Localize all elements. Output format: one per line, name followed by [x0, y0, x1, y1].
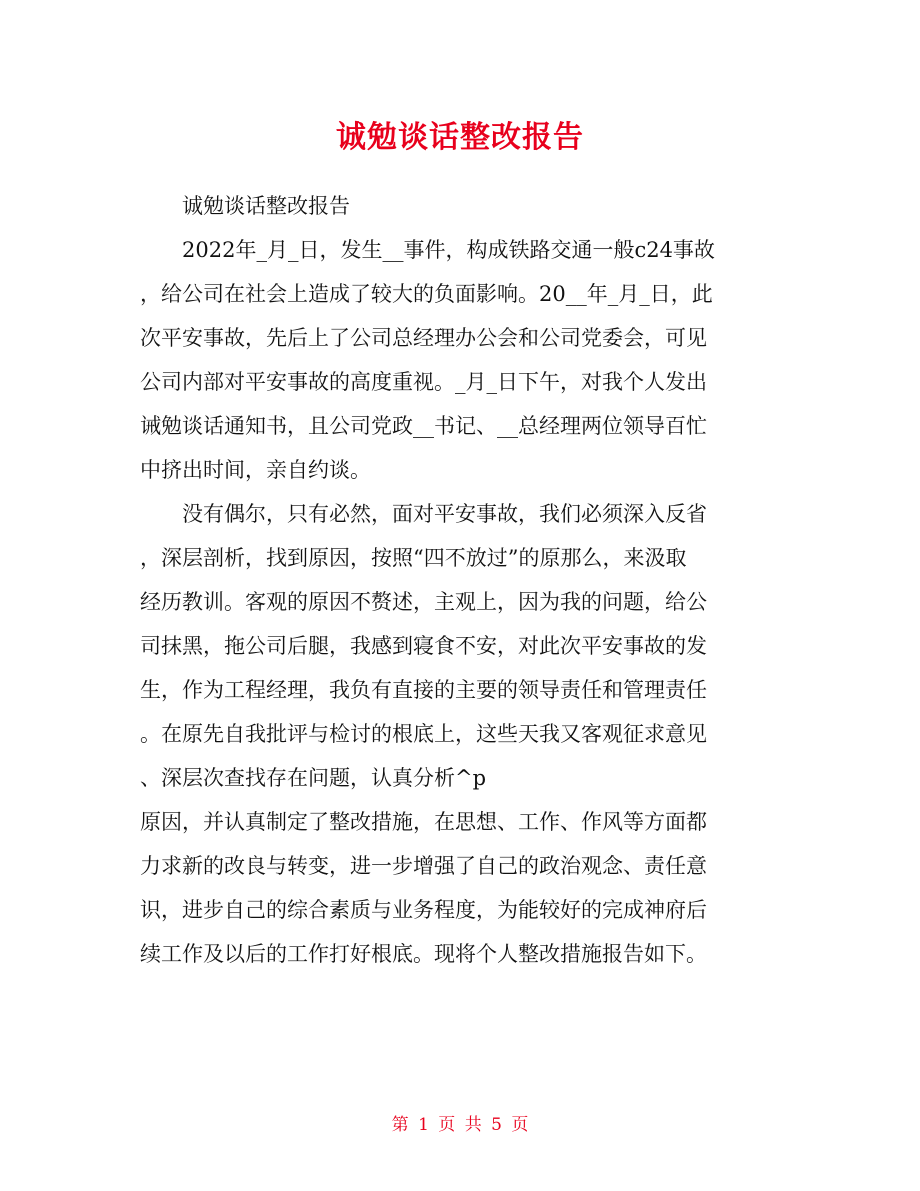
body-line: ，给公司在社会上造成了较大的负面影响。20__年_月_日，此	[140, 282, 713, 306]
document-title: 诚勉谈话整改报告	[336, 120, 584, 155]
body-line: 次平安事故，先后上了公司总经理办公会和公司党委会，可见	[140, 326, 707, 350]
body-line: ，深层剖析，找到原因，按照“四不放过”的原那么，来汲取	[140, 546, 687, 570]
body-line: 识，进步自己的综合素质与业务程度，为能较好的完成神府后	[140, 898, 707, 922]
body-line: 生，作为工程经理，我负有直接的主要的领导责任和管理责任	[140, 678, 707, 702]
body-line: 2022年_月_日，发生__事件，构成铁路交通一般c24事故	[182, 238, 715, 262]
page-number-footer: 第 1 页 共 5 页	[391, 1115, 529, 1135]
body-line: 司抹黑，拖公司后腿，我感到寝食不安，对此次平安事故的发	[140, 634, 707, 658]
body-line: 诫勉谈话通知书，且公司党政__书记、__总经理两位领导百忙	[140, 414, 707, 438]
body-line: 。在原先自我批评与检讨的根底上，这些天我又客观征求意见	[140, 722, 707, 746]
body-line: 经历教训。客观的原因不赘述，主观上，因为我的问题，给公	[140, 590, 707, 614]
body-line: 公司内部对平安事故的高度重视。_月_日下午，对我个人发出	[140, 370, 707, 394]
body-line: 没有偶尔，只有必然，面对平安事故，我们必须深入反省	[182, 502, 707, 526]
body-line: 力求新的改良与转变，进一步增强了自己的政治观念、责任意	[140, 854, 707, 878]
body-subtitle-line: 诚勉谈话整改报告	[182, 194, 350, 218]
body-line: 原因，并认真制定了整改措施，在思想、工作、作风等方面都	[140, 810, 707, 834]
body-line: 续工作及以后的工作打好根底。现将个人整改措施报告如下。	[140, 942, 707, 966]
body-line: 、深层次查找存在问题，认真分析^p	[140, 766, 487, 790]
document-body	[140, 184, 780, 976]
body-line: 中挤出时间，亲自约谈。	[140, 458, 371, 482]
